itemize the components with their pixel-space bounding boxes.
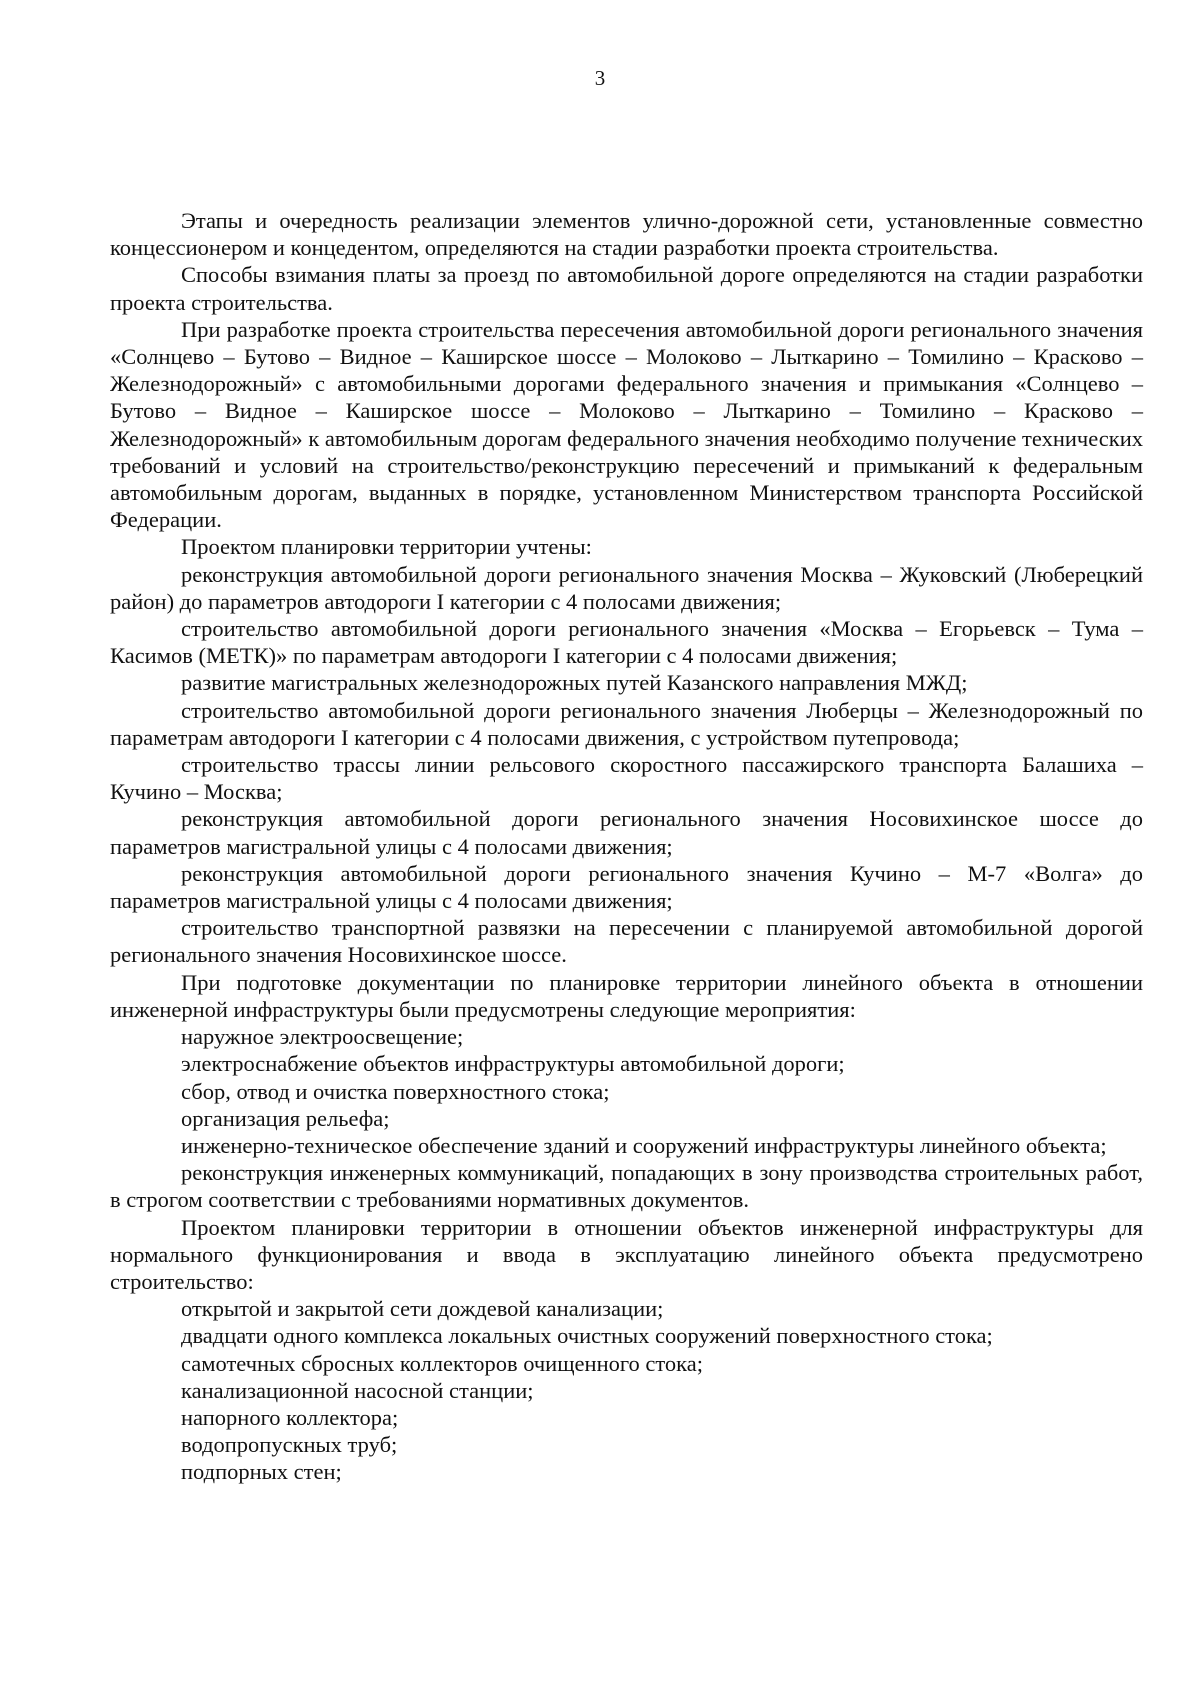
paragraph: самотечных сбросных коллекторов очищенного стока; [181,1350,704,1376]
paragraph: открытой и закрытой сети дождевой канализации; [181,1296,664,1322]
paragraph: Проектом планировки территории в отношении объектов инженерной инфраструктуры для нормального функционирования и ввода в эксплуатацию линейного объекта предусмотрено строительство: [110,1214,1143,1294]
paragraph: реконструкция автомобильной дороги регионального значения Носовихинское шоссе до параметров магистральной улицы с 4 полосами движения; [110,806,1143,859]
paragraph: двадцати одного комплекса локальных очистных сооружений поверхностного стока; [181,1323,993,1349]
paragraph: инженерно-техническое обеспечение зданий и сооружений инфраструктуры линейного объекта; [181,1132,1107,1158]
paragraph: подпорных стен; [181,1459,342,1485]
paragraph: водопропускных труб; [181,1432,398,1458]
paragraph: напорного коллектора; [181,1404,399,1430]
paragraph: электроснабжение объектов инфраструктуры автомобильной дороги; [181,1051,845,1077]
paragraph: реконструкция инженерных коммуникаций, попадающих в зону производства строительных работ, в строгом соответствии с требованиями нормативных документов. [110,1160,1143,1213]
paragraph: Проектом планировки территории учтены: [181,534,592,560]
paragraph: При разработке проекта строительства пересечения автомобильной дороги регионального значения «Солнцево – Бутово – Видное – Каширское шоссе – Молоково – Лыткарино – Томилино – Красково – Железнодорожный» с автомобильными дорогами федерального значения и примыкания «Солнцево – Бутово – Видное – Каширское шоссе – Молоково – Лыткарино – Томилино – Красково – Железнодорожный» к автомобильным дорогам федерального значения необходимо получение технических требований и условий на строительство/реконструкцию пересечений и примыканий к федеральным автомобильным дорогам, выданных в порядке, установленном Министерством транспорта Российской Федерации. [110,316,1143,533]
paragraph: наружное электроосвещение; [181,1024,464,1050]
paragraph: развитие магистральных железнодорожных путей Казанского направления МЖД; [181,670,968,696]
paragraph: строительство автомобильной дороги регионального значения «Москва – Егорьевск – Тума – Касимов (МЕТК)» по параметрам автодороги I категории с 4 полосами движения; [110,616,1143,669]
document-body [110,207,1143,1486]
page-number: 3 [594,66,606,90]
paragraph: строительство транспортной развязки на пересечении с планируемой автомобильной дорогой регионального значения Носовихинское шоссе. [110,915,1143,968]
paragraph: строительство трассы линии рельсового скоростного пассажирского транспорта Балашиха – Кучино – Москва; [110,752,1143,805]
paragraph: строительство автомобильной дороги регионального значения Люберцы – Железнодорожный по параметрам автодороги I категории с 4 полосами движения, с устройством путепровода; [110,697,1143,750]
paragraph: сбор, отвод и очистка поверхностного стока; [181,1078,610,1104]
paragraph: При подготовке документации по планировке территории линейного объекта в отношении инженерной инфраструктуры были предусмотрены следующие мероприятия: [110,969,1143,1022]
paragraph: канализационной насосной станции; [181,1377,534,1403]
paragraph: реконструкция автомобильной дороги регионального значения Кучино – М-7 «Волга» до параметров магистральной улицы с 4 полосами движения; [110,860,1143,914]
paragraph: Способы взимания платы за проезд по автомобильной дороге определяются на стадии разработки проекта строительства. [110,262,1143,315]
paragraph: реконструкция автомобильной дороги регионального значения Москва – Жуковский (Люберецкий район) до параметров автодороги I категории с 4 полосами движения; [110,561,1143,614]
paragraph: организация рельефа; [181,1105,390,1131]
paragraph: Этапы и очередность реализации элементов улично-дорожной сети, установленные совместно концессионером и концедентом, определяются на стадии разработки проекта строительства. [110,208,1143,261]
